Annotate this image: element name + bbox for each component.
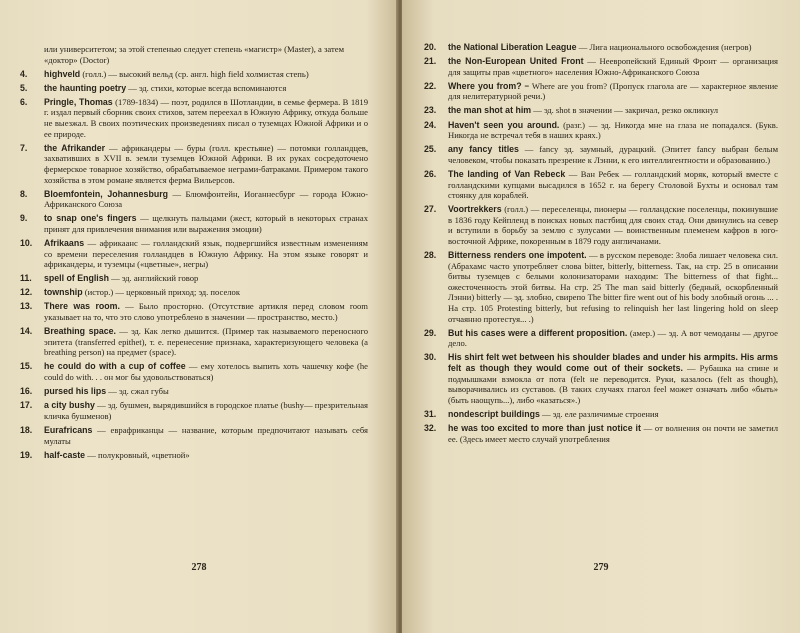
note-text: = Where are you from? (Пропуск глагола are — характерное явление для нелитературной речи.) — [448, 80, 778, 102]
note-number: 24. — [424, 119, 437, 130]
note-text: — еврафриканцы — название, которым предпочитают называть себя мулаты — [44, 424, 368, 446]
note-number: 22. — [424, 80, 437, 91]
note-text: — от волнения он почти не заметил ее. (Здесь имеет место случай употребления — [448, 423, 778, 444]
note-number: 10. — [20, 238, 33, 248]
note-headword: Afrikaans — [44, 238, 85, 248]
note-headword: township — [44, 287, 83, 298]
note-headword: Where you from? — [448, 80, 522, 91]
note-entry — [20, 400, 368, 421]
note-entry — [20, 189, 368, 210]
note-headword: Bloemfontein, Johannesburg — [44, 188, 168, 199]
note-headword: he was too excited to more than just notice it — [448, 423, 641, 433]
note-entry — [20, 213, 368, 234]
note-text: — fancy эд. заумный, дурацкий. (Эпитет fancy выбран белым человеком, чтобы показать презрение к Лэнни, к его интеллигентности и образованию.) — [448, 144, 779, 165]
note-text: — Было просторно. (Отсутствие артикля перед словом room указывает на то, что это слово употреблено в значении — пространство, место.) — [44, 301, 368, 323]
note-text: — эд. бушмен, вырядившийся в городское платье (bushy— презрительная кличка бушменов) — [44, 400, 368, 421]
note-number: 8. — [20, 188, 28, 199]
note-number: 21. — [424, 56, 437, 67]
note-entry — [20, 450, 368, 461]
note-headword: half-caste — [44, 449, 86, 460]
note-entry — [424, 352, 778, 405]
note-entry — [20, 143, 368, 185]
note-text: — африкандеры — буры (голл. крестьяне) — потомки голландцев, захвативших в XVII в. земли туземцев Южной Африки. В их руках сосредоточено фермерское товарное хозяйство, обрабатываемое неграми-батраками. Примером такого хозяйства в этом романе является ферма Вильерсов. — [44, 142, 368, 185]
note-number: 19. — [20, 449, 33, 460]
note-number: 16. — [20, 386, 33, 397]
note-headword: he could do with a cup of coffee — [44, 361, 186, 372]
note-headword: Eurafricans — [44, 424, 93, 435]
note-text: (амер.) — эд. А вот чемоданы — другое дело. — [448, 327, 778, 349]
right-page — [402, 0, 800, 633]
note-entry — [20, 361, 368, 382]
note-number: 30. — [424, 352, 437, 363]
note-headword: the Afrikander — [44, 142, 106, 153]
note-text: — эд. стихи, которые всегда вспоминаются — [126, 82, 287, 93]
note-text: — Блюмфонтейн, Иоганнесбург — города Южно-Африканского Союза — [44, 188, 368, 210]
note-text: — эд. Как легко дышится. (Пример так называемого переносного эпитета (transferred epithet), т. е. перенесение признака, характеризующего человека (a breathing person) на предмет (space). — [44, 326, 369, 358]
note-number: 25. — [424, 144, 437, 155]
note-headword: the National Liberation League — [448, 42, 577, 52]
note-entry — [424, 409, 778, 420]
note-text: (истор.) — церковный приход; эд. поселок — [82, 287, 241, 298]
note-entry — [424, 56, 778, 77]
note-headword: But his cases were a different proposition. — [448, 327, 628, 338]
note-entry — [424, 105, 778, 116]
note-headword: the man shot at him — [448, 105, 532, 116]
note-headword: The landing of Van Rebeck — [448, 168, 566, 179]
note-number: 9. — [20, 213, 28, 224]
note-text: — в русском переводе: Злоба лишает человека сил. (Абрахамс часто употребляет слова bitter, bitterly, bitterness. Так, на стр. 25 в описании битвы туземцев с белыми колонизаторами находим: The bitterness of that fight... ожесточенность этой битвы. На стр. 25 The man said bitterly (бедный, оскорбленный Лэнни) bitterly — эд. злобно, свирепо The bitter fire went out of his body злобный огонь ... . На стр. 105 Protesting bitterly, but refusing to relinquish her last lingering hold on sleep отчаянно протестуя... .) — [448, 250, 778, 324]
note-number: 29. — [424, 327, 437, 338]
note-text: — Рубашка на спине и подмышками взмокла от пота (felt не переводится. Руки, казалось (felt as though), выворачивались из суставов. (В таких случаях глагол feel может означать либо «быть» (быть наощупь...), либо «казаться».) — [448, 363, 778, 405]
note-number: 11. — [20, 273, 32, 284]
note-entry — [20, 238, 368, 270]
note-entry — [20, 273, 368, 284]
note-number: 15. — [20, 361, 33, 372]
note-headword: nondescript buildings — [448, 408, 540, 419]
note-text: (разг.) — эд. Никогда мне на глаза не попадался. (Букв. Никогда не встречал тебя в наших краях.) — [448, 119, 779, 141]
note-headword: the haunting poetry — [44, 82, 127, 93]
note-headword: pursed his lips — [44, 386, 107, 397]
note-number: 12. — [20, 287, 33, 298]
note-entry — [20, 386, 368, 397]
note-entry — [20, 83, 368, 94]
note-entry — [424, 328, 778, 349]
note-headword: Pringle, Thomas — [44, 96, 113, 107]
continuation-text: или университетом; за этой степенью следует степень «магистр» (Master), а затем «доктор» (Doctor) — [44, 44, 345, 65]
note-number: 5. — [20, 82, 28, 93]
note-number: 18. — [20, 424, 33, 435]
left-entries — [0, 44, 398, 464]
note-entry — [424, 169, 778, 201]
note-number: 26. — [424, 168, 437, 179]
note-text: — полукровный, «цветной» — [85, 449, 190, 460]
note-headword: Voortrekkers — [448, 204, 502, 215]
note-entry — [20, 97, 368, 139]
note-number: 23. — [424, 105, 437, 116]
note-headword: spell of English — [44, 273, 110, 284]
note-entry — [424, 250, 778, 324]
left-page — [0, 0, 398, 633]
note-headword: a city bushy — [44, 400, 95, 411]
note-text: — Ван Ребек — голландский моряк, который вместе с голландскими купцами высадился в 1652 г. на берегу Столовой Бухты и основал там стоянку для кораблей. — [448, 168, 779, 201]
note-number: 31. — [424, 408, 437, 419]
note-headword: highveld — [44, 68, 81, 79]
note-entry — [424, 120, 778, 141]
note-headword: There was room. — [44, 301, 120, 312]
note-text: (1789-1834) — поэт, родился в Шотландии, в семье фермера. В 1819 г. издал первый сборник своих стихов, затем переехал в Южную Африку, откуда больше не выезжал. В своих поэтических произведениях писал о туземцах Южной Африки и о ее природе. — [44, 96, 369, 139]
note-number: 17. — [20, 400, 33, 411]
note-text: (голл.) — переселенцы, пионеры — голландские поселенцы, покинувшие в 1836 году Кейпленд в поисках новых пастбищ для своих стад. Они двинулись на север и вступили в борьбу за землю с зулусами — воинственным племенем кафров в юго-восточной Африке, покоренным в 1879 году англичанами. — [448, 204, 778, 246]
note-text: — щелкнуть пальцами (жест, который в некоторых странах принят для привлечения внимания или выражения эмоции) — [44, 213, 368, 234]
note-number: 14. — [20, 326, 33, 337]
note-text: — ему хотелось выпить хоть чашечку кофе (he could do with. . . он мог бы удовольствоваться) — [44, 361, 368, 383]
note-headword: Haven't seen you around. — [448, 119, 560, 130]
note-number: 28. — [424, 250, 437, 261]
note-number: 6. — [20, 96, 28, 107]
note-number: 32. — [424, 423, 437, 433]
note-text: — эд. shot в значении — закричал, резко окликнул — [531, 105, 719, 116]
note-entry — [20, 301, 368, 322]
note-text: — Лига национального освобождения (негров) — [576, 42, 752, 52]
note-headword: His shirt felt wet between his shoulder blades and under his armpits. His arms felt as though they would come out of their sockets. — [448, 352, 778, 374]
note-entry — [20, 69, 368, 80]
note-number: 20. — [424, 42, 437, 52]
note-text: — эд. сжал губы — [106, 386, 169, 397]
note-number: 13. — [20, 301, 33, 312]
note-number: 7. — [20, 142, 28, 153]
page-number-right: 279 — [593, 562, 609, 573]
note-headword: Breathing space. — [44, 326, 117, 337]
note-headword: to snap one's fingers — [44, 213, 137, 224]
note-text: — африкаанс — голландский язык, подвергшийся известным изменениям со времени переселения голландцев в Южную Африку. На этом языке говорят и африкандеры, и туземцы («цветные», негры) — [44, 238, 368, 270]
note-entry — [424, 81, 778, 102]
note-headword: Bitterness renders one impotent. — [448, 250, 587, 261]
note-number: 27. — [424, 204, 437, 215]
note-text: — эд. английский говор — [109, 273, 199, 284]
note-entry — [424, 204, 778, 246]
note-text: (голл.) — высокий вельд (ср. англ. high field холмистая степь) — [80, 68, 309, 79]
page-number-left: 278 — [191, 562, 207, 573]
note-headword: the Non-European United Front — [448, 56, 584, 67]
note-entry — [20, 287, 368, 298]
note-entry — [424, 144, 778, 165]
note-entry — [20, 425, 368, 446]
note-number: 4. — [20, 68, 28, 79]
note-entry — [424, 42, 778, 53]
note-entry — [424, 423, 778, 444]
note-headword: any fancy titles — [448, 144, 519, 155]
note-entry — [20, 326, 368, 358]
right-entries — [402, 42, 800, 448]
note-text: — эд. еле различимые строения — [539, 408, 659, 419]
note-text: — Неевропейский Единый Фронт — организация для защиты прав «цветного» населения Южно-Африканского Союза — [448, 56, 779, 77]
